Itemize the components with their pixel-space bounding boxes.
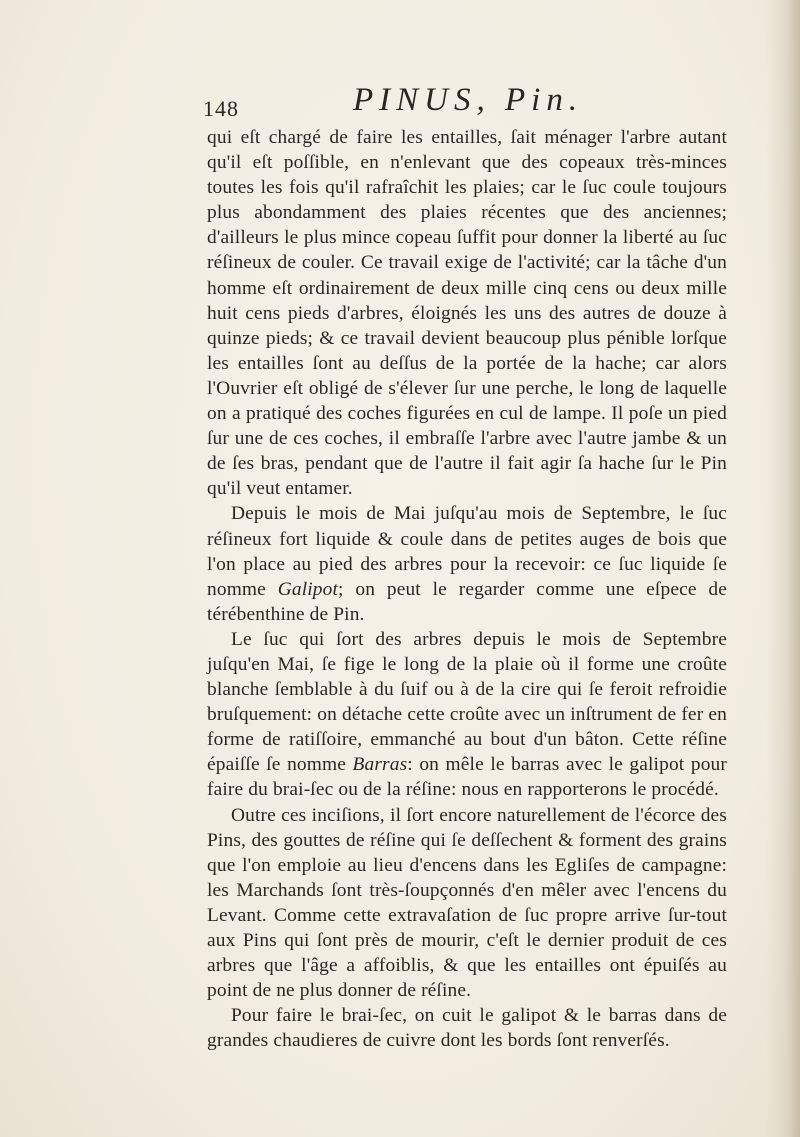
italic-term: Galipot <box>277 578 339 600</box>
paragraph <box>207 501 727 626</box>
paragraph <box>207 627 727 803</box>
text-run: : on mêle le barras avec le galipot pour faire du brai-ſec ou de la réſine: nous en rapporterons le procédé. <box>207 754 727 801</box>
paragraph <box>207 803 727 1004</box>
text-run: ; on peut le regarder comme une eſpece de térébenthine de Pin. <box>207 578 727 625</box>
text-run: qui eſt chargé de faire les entailles, ſait ménager l'arbre autant qu'il eſt poſſible, en n'enlevant que des copeaux très-minces toutes les fois qu'il rafraîchit les plaies; car le ſuc coule toujours plus abondamment des plaies récentes que des anciennes; d'ailleurs le plus mince copeau ſuffit pour donner la liberté au ſuc réſineux de couler. Ce travail exige de l'activité; car la tâche d'un homme eſt ordinairement de deux mille cinq cens ou deux mille huit cens pieds d'arbres, éloignés les uns des autres de douze à quinze pieds; & ce travail devient beaucoup plus pénible lorſque les entailles ſont au deſſus de la portée de la hache; car alors l'Ouvrier eſt obligé de s'élever ſur une perche, le long de laquelle on a pratiqué des coches figurées en cul de lampe. Il poſe un pied ſur une de ces coches, il embraſſe l'arbre avec l'autre jambe & un de ſes bras, pendant que de l'autre il fait agir ſa hache ſur le Pin qu'il veut entamer. <box>207 127 727 500</box>
text-run: Depuis le mois de Mai juſqu'au mois de Septembre, le ſuc réſineux fort liquide & coule dans de petites auges de bois que l'on place au pied des arbres pour la recevoir: ce ſuc liquide ſe nomme <box>207 503 727 600</box>
text-run: Outre ces inciſions, il ſort encore naturellement de l'écorce des Pins, des gouttes de réſine qui ſe deſſechent & forment des grains que l'on emploie au lieu d'encens dans les Egliſes de campagne: les Marchands ſont très-ſoupçonnés d'en mêler avec l'encens du Levant. Comme cette extravaſation de ſuc propre arrive ſur-tout aux Pins qui ſont près de mourir, c'eſt le dernier produit de ces arbres que l'âge a affoiblis, & que les entailles ont épuiſés au point de ne plus donner de réſine. <box>207 804 727 1002</box>
paragraph <box>207 1003 727 1053</box>
text-run: Le ſuc qui ſort des arbres depuis le mois de Septembre juſqu'en Mai, ſe fige le long de la plaie où il forme une croûte blanche ſemblable à du ſuif ou à de la cire qui ſe feroit refroidie bruſquement: on détache cette croûte avec un inſtrument de fer en forme de ratiſſoire, emmanché au bout d'un bâton. Cette réſine épaiſſe ſe nomme <box>207 628 727 776</box>
page-edge-shadow <box>766 0 800 1137</box>
body-text <box>207 125 727 1053</box>
page-number: 148 <box>203 96 239 121</box>
paragraph <box>207 125 727 501</box>
italic-term: Barras <box>352 754 408 776</box>
text-run: Pour faire le brai-ſec, on cuit le galipot & le barras dans de grandes chaudieres de cuivre dont les bords ſont renverſés. <box>207 1005 727 1052</box>
running-title: PINUS, Pin. <box>353 82 584 118</box>
page-header <box>203 82 723 122</box>
